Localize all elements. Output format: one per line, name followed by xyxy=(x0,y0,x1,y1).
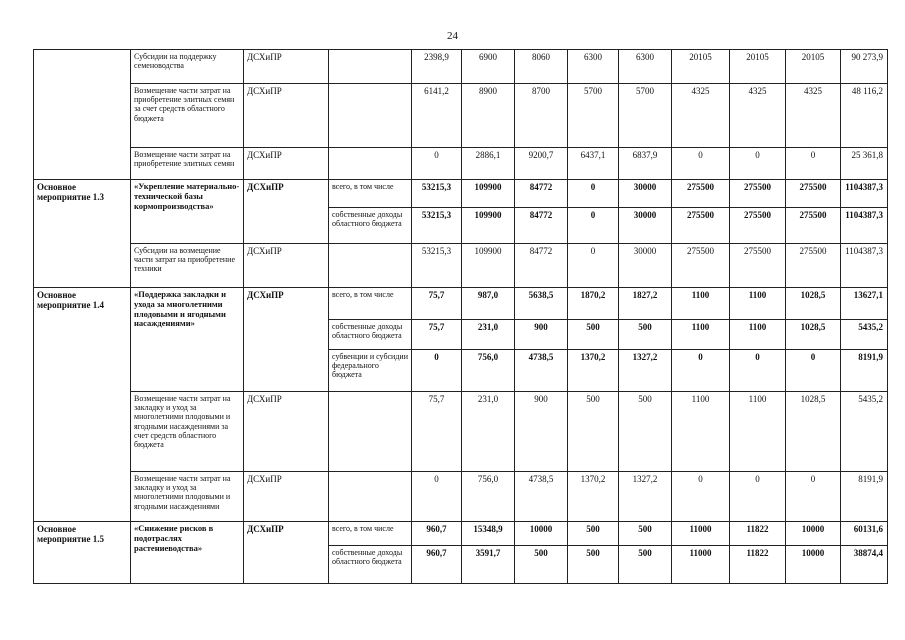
value-cell: 6837,9 xyxy=(619,148,672,180)
value-cell: 11822 xyxy=(730,546,786,584)
program-funding-table xyxy=(33,49,888,584)
agency-cell: ДСХиПР xyxy=(244,472,329,522)
value-cell: 10000 xyxy=(515,522,568,546)
value-cell: 6141,2 xyxy=(412,84,462,148)
value-cell: 500 xyxy=(619,392,672,472)
funding-source-cell xyxy=(329,50,412,84)
value-cell: 900 xyxy=(515,392,568,472)
value-cell: 8700 xyxy=(515,84,568,148)
funding-source-cell xyxy=(329,84,412,148)
funding-source-cell: всего, в том числе xyxy=(329,522,412,546)
value-cell: 30000 xyxy=(619,180,672,208)
value-cell: 4738,5 xyxy=(515,472,568,522)
value-cell: 0 xyxy=(568,208,619,244)
value-cell: 30000 xyxy=(619,208,672,244)
value-cell: 10000 xyxy=(786,546,841,584)
value-cell: 1870,2 xyxy=(568,288,619,320)
value-cell: 53215,3 xyxy=(412,208,462,244)
value-cell: 8191,9 xyxy=(841,350,888,392)
measure-name-cell: «Снижение рисков в подотраслях растениеводства» xyxy=(131,522,244,584)
page-number: 24 xyxy=(447,30,458,42)
funding-source-cell xyxy=(329,244,412,288)
value-cell: 275500 xyxy=(672,208,730,244)
value-cell: 53215,3 xyxy=(412,180,462,208)
value-cell: 5700 xyxy=(568,84,619,148)
value-cell: 500 xyxy=(619,522,672,546)
value-cell: 0 xyxy=(672,472,730,522)
value-cell: 500 xyxy=(568,546,619,584)
value-cell: 500 xyxy=(568,320,619,350)
value-cell: 0 xyxy=(730,472,786,522)
value-cell: 500 xyxy=(568,392,619,472)
value-cell: 5700 xyxy=(619,84,672,148)
value-cell: 6300 xyxy=(568,50,619,84)
measure-name-cell: Субсидии на возмещение части затрат на приобретение техники xyxy=(131,244,244,288)
value-cell: 109900 xyxy=(462,244,515,288)
value-cell: 53215,3 xyxy=(412,244,462,288)
value-cell: 0 xyxy=(786,350,841,392)
value-cell: 2398,9 xyxy=(412,50,462,84)
value-cell: 1100 xyxy=(730,320,786,350)
value-cell: 8191,9 xyxy=(841,472,888,522)
value-cell: 84772 xyxy=(515,208,568,244)
measure-name-cell: Субсидии на поддержку семеноводства xyxy=(131,50,244,84)
value-cell: 11000 xyxy=(672,522,730,546)
value-cell: 960,7 xyxy=(412,522,462,546)
value-cell: 1100 xyxy=(672,320,730,350)
value-cell: 75,7 xyxy=(412,392,462,472)
value-cell: 3591,7 xyxy=(462,546,515,584)
value-cell: 6300 xyxy=(619,50,672,84)
value-cell: 500 xyxy=(619,546,672,584)
agency-cell: ДСХиПР xyxy=(244,522,329,584)
value-cell: 8060 xyxy=(515,50,568,84)
value-cell: 0 xyxy=(786,148,841,180)
value-cell: 5638,5 xyxy=(515,288,568,320)
value-cell: 25 361,8 xyxy=(841,148,888,180)
value-cell: 13627,1 xyxy=(841,288,888,320)
event-cell xyxy=(34,50,131,180)
value-cell: 20105 xyxy=(786,50,841,84)
value-cell: 15348,9 xyxy=(462,522,515,546)
value-cell: 0 xyxy=(672,350,730,392)
measure-name-cell: Возмещение части затрат на приобретение элитных семян xyxy=(131,148,244,180)
agency-cell: ДСХиПР xyxy=(244,288,329,392)
value-cell: 500 xyxy=(568,522,619,546)
value-cell: 0 xyxy=(568,244,619,288)
value-cell: 5435,2 xyxy=(841,392,888,472)
value-cell: 0 xyxy=(412,472,462,522)
value-cell: 6900 xyxy=(462,50,515,84)
value-cell: 275500 xyxy=(672,180,730,208)
value-cell: 84772 xyxy=(515,244,568,288)
value-cell: 0 xyxy=(786,472,841,522)
value-cell: 500 xyxy=(515,546,568,584)
value-cell: 1327,2 xyxy=(619,350,672,392)
value-cell: 75,7 xyxy=(412,288,462,320)
value-cell: 275500 xyxy=(672,244,730,288)
value-cell: 109900 xyxy=(462,208,515,244)
value-cell: 8900 xyxy=(462,84,515,148)
value-cell: 1100 xyxy=(730,392,786,472)
value-cell: 987,0 xyxy=(462,288,515,320)
value-cell: 20105 xyxy=(730,50,786,84)
agency-cell: ДСХиПР xyxy=(244,244,329,288)
measure-name-cell: Возмещение части затрат на закладку и уход за многолетними плодовыми и ягодными насаждениями xyxy=(131,472,244,522)
table-row xyxy=(34,148,888,180)
value-cell: 4325 xyxy=(786,84,841,148)
value-cell: 109900 xyxy=(462,180,515,208)
value-cell: 0 xyxy=(412,148,462,180)
value-cell: 20105 xyxy=(672,50,730,84)
value-cell: 275500 xyxy=(730,244,786,288)
measure-name-cell: Возмещение части затрат на закладку и уход за многолетними плодовыми и ягодными насаждениями за счет средств областного бюджета xyxy=(131,392,244,472)
value-cell: 1827,2 xyxy=(619,288,672,320)
value-cell: 0 xyxy=(730,350,786,392)
value-cell: 4738,5 xyxy=(515,350,568,392)
value-cell: 0 xyxy=(730,148,786,180)
value-cell: 1104387,3 xyxy=(841,180,888,208)
value-cell: 900 xyxy=(515,320,568,350)
value-cell: 60131,6 xyxy=(841,522,888,546)
value-cell: 1327,2 xyxy=(619,472,672,522)
agency-cell: ДСХиПР xyxy=(244,148,329,180)
value-cell: 1100 xyxy=(672,288,730,320)
value-cell: 275500 xyxy=(730,180,786,208)
value-cell: 275500 xyxy=(730,208,786,244)
value-cell: 0 xyxy=(568,180,619,208)
table-row xyxy=(34,288,888,320)
value-cell: 960,7 xyxy=(412,546,462,584)
table-row xyxy=(34,522,888,546)
value-cell: 231,0 xyxy=(462,320,515,350)
value-cell: 4325 xyxy=(730,84,786,148)
value-cell: 9200,7 xyxy=(515,148,568,180)
value-cell: 275500 xyxy=(786,180,841,208)
value-cell: 756,0 xyxy=(462,350,515,392)
value-cell: 84772 xyxy=(515,180,568,208)
funding-source-cell xyxy=(329,392,412,472)
value-cell: 5435,2 xyxy=(841,320,888,350)
agency-cell: ДСХиПР xyxy=(244,180,329,244)
value-cell: 1028,5 xyxy=(786,392,841,472)
event-cell: Основное мероприятие 1.4 xyxy=(34,288,131,522)
value-cell: 11822 xyxy=(730,522,786,546)
value-cell: 4325 xyxy=(672,84,730,148)
value-cell: 30000 xyxy=(619,244,672,288)
value-cell: 1100 xyxy=(730,288,786,320)
agency-cell: ДСХиПР xyxy=(244,84,329,148)
measure-name-cell: «Поддержка закладки и ухода за многолетними плодовыми и ягодными насаждениями» xyxy=(131,288,244,392)
value-cell: 756,0 xyxy=(462,472,515,522)
value-cell: 1100 xyxy=(672,392,730,472)
measure-name-cell: «Укрепление материально-технической базы кормопроизводства» xyxy=(131,180,244,244)
funding-source-cell: всего, в том числе xyxy=(329,288,412,320)
funding-source-cell: субвенции и субсидии федерального бюджета xyxy=(329,350,412,392)
value-cell: 90 273,9 xyxy=(841,50,888,84)
value-cell: 231,0 xyxy=(462,392,515,472)
value-cell: 500 xyxy=(619,320,672,350)
event-cell: Основное мероприятие 1.3 xyxy=(34,180,131,288)
table-row xyxy=(34,50,888,84)
value-cell: 1104387,3 xyxy=(841,208,888,244)
value-cell: 11000 xyxy=(672,546,730,584)
measure-name-cell: Возмещение части затрат на приобретение элитных семян за счет средств областного бюджета xyxy=(131,84,244,148)
table-row xyxy=(34,472,888,522)
value-cell: 275500 xyxy=(786,208,841,244)
agency-cell: ДСХиПР xyxy=(244,392,329,472)
funding-source-cell: собственные доходы областного бюджета xyxy=(329,546,412,584)
value-cell: 0 xyxy=(672,148,730,180)
table-row xyxy=(34,84,888,148)
value-cell: 1104387,3 xyxy=(841,244,888,288)
funding-source-cell: собственные доходы областного бюджета xyxy=(329,208,412,244)
value-cell: 6437,1 xyxy=(568,148,619,180)
value-cell: 38874,4 xyxy=(841,546,888,584)
funding-source-cell xyxy=(329,472,412,522)
table-row xyxy=(34,244,888,288)
table-row xyxy=(34,180,888,208)
value-cell: 275500 xyxy=(786,244,841,288)
value-cell: 75,7 xyxy=(412,320,462,350)
table-row xyxy=(34,392,888,472)
value-cell: 48 116,2 xyxy=(841,84,888,148)
value-cell: 1028,5 xyxy=(786,288,841,320)
event-cell: Основное мероприятие 1.5 xyxy=(34,522,131,584)
funding-source-cell: всего, в том числе xyxy=(329,180,412,208)
value-cell: 2886,1 xyxy=(462,148,515,180)
funding-source-cell xyxy=(329,148,412,180)
value-cell: 1028,5 xyxy=(786,320,841,350)
value-cell: 1370,2 xyxy=(568,472,619,522)
value-cell: 1370,2 xyxy=(568,350,619,392)
value-cell: 10000 xyxy=(786,522,841,546)
value-cell: 0 xyxy=(412,350,462,392)
funding-source-cell: собственные доходы областного бюджета xyxy=(329,320,412,350)
agency-cell: ДСХиПР xyxy=(244,50,329,84)
